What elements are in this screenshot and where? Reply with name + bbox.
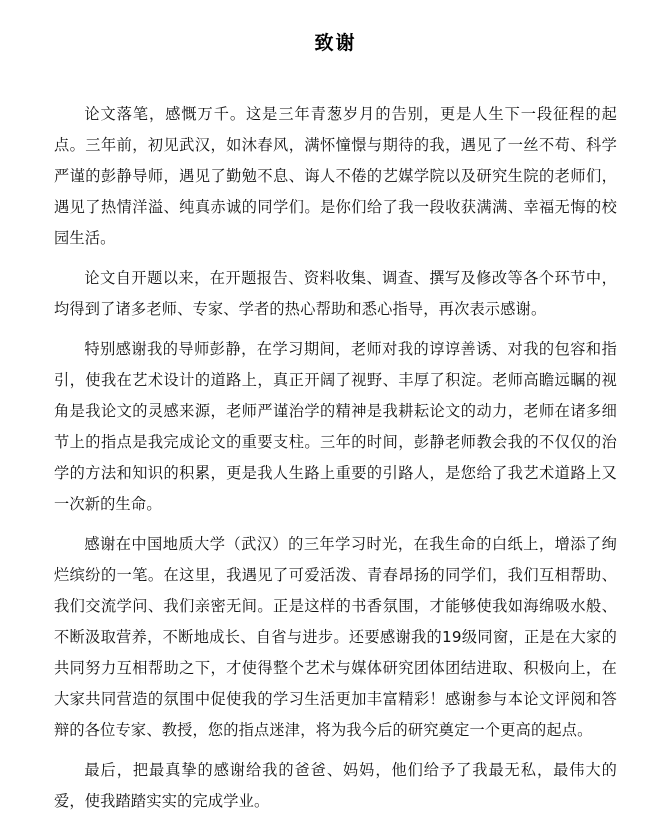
- paragraph: 最后，把最真挚的感谢给我的爸爸、妈妈，他们给予了我最无私，最伟大的爱，使我踏踏实实的完成学业。: [54, 761, 617, 810]
- paragraph: 论文落笔，感慨万千。这是三年青葱岁月的告别，更是人生下一段征程的起点。三年前，初见武汉，如沐春风，满怀憧憬与期待的我，遇见了一丝不苟、科学严谨的彭静导师，遇见了勤勉不息、诲人不倦的艺媒学院以及研究生院的老师们，遇见了热情洋溢、纯真赤诚的同学们。是你们给了我一段收获满满、幸福无悔的校园生活。: [54, 105, 617, 247]
- page-title: 致谢: [314, 32, 357, 54]
- paragraph: 感谢在中国地质大学（武汉）的三年学习时光，在我生命的白纸上，增添了绚烂缤纷的一笔。在这里，我遇见了可爱活泼、青春昂扬的同学们，我们互相帮助、我们交流学问、我们亲密无间。正是这样的书香氛围，才能够使我如海绵吸水般、不断汲取营养，不断地成长、自省与进步。还要感谢我的19级同窗，正是在大家的共同努力互相帮助之下，才使得整个艺术与媒体研究团体团结进取、积极向上，在大家共同营造的氛围中促使我的学习生活更加丰富精彩！感谢参与本论文评阅和答辩的各位专家、教授，您的指点迷津，将为我今后的研究奠定一个更高的起点。: [54, 535, 617, 739]
- paragraph: 论文自开题以来，在开题报告、资料收集、调查、撰写及修改等各个环节中，均得到了诸多老师、专家、学者的热心帮助和悉心指导，再次表示感谢。: [54, 269, 617, 318]
- document-body: [54, 99, 617, 817]
- paragraph: 特别感谢我的导师彭静，在学习期间，老师对我的谆谆善诱、对我的包容和指引，使我在艺术设计的道路上，真正开阔了视野、丰厚了积淀。老师高瞻远瞩的视角是我论文的灵感来源，老师严谨治学的精神是我耕耘论文的动力，老师在诸多细节上的指点是我完成论文的重要支柱。三年的时间，彭静老师教会我的不仅仅的治学的方法和知识的积累，更是我人生路上重要的引路人，是您给了我艺术道路上又一次新的生命。: [54, 340, 617, 513]
